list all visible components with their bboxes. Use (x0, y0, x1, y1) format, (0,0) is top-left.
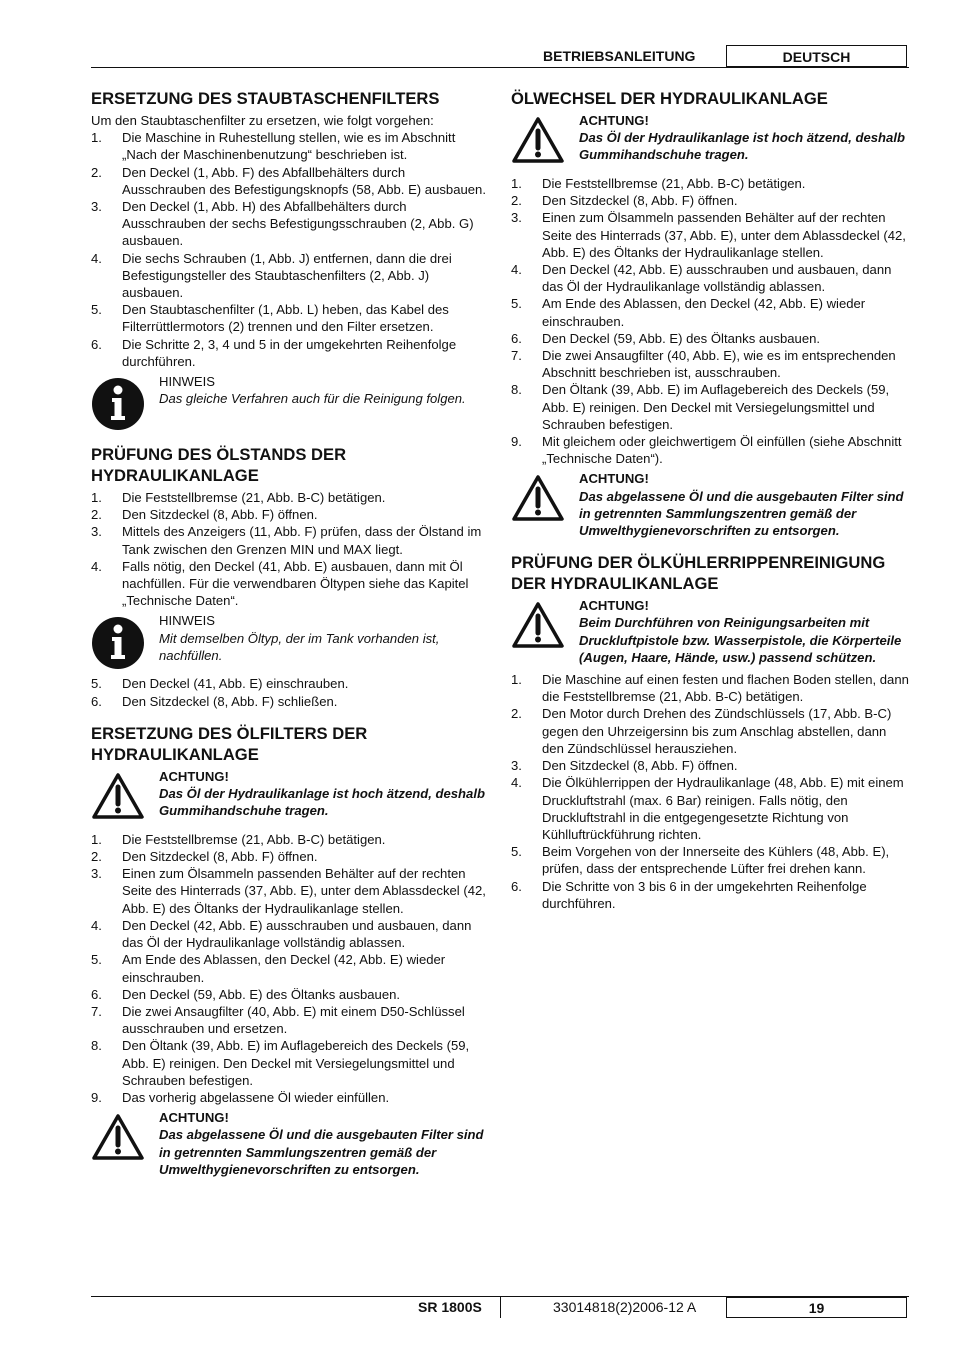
note-title: HINWEIS (159, 374, 216, 390)
warning-box (511, 597, 911, 666)
step-text: Den Deckel (1, Abb. H) des Abfallbehälters durch Ausschrauben der sechs Befestigungsschrauben (2, Abb. G) ausbauen. (122, 199, 474, 249)
section-heading: ERSETZUNG DES STAUBTASCHENFILTERS (91, 89, 440, 108)
list-item (511, 192, 911, 209)
list-item (91, 986, 489, 1003)
step-text: Den Sitzdeckel (8, Abb. F) öffnen. (122, 849, 318, 865)
step-text: Den Sitzdeckel (8, Abb. F) öffnen. (542, 758, 738, 774)
warning-triangle-icon (91, 772, 145, 824)
list-item (511, 347, 911, 381)
step-list (511, 671, 911, 912)
list-item (91, 523, 489, 557)
step-number: 6. (511, 330, 522, 346)
step-text: Die zwei Ansaugfilter (40, Abb. E) mit einem D50-Schlüssel ausschrauben und ersetzen. (122, 1003, 465, 1037)
list-item (91, 301, 489, 335)
footer-separator (500, 1297, 501, 1318)
note-box (91, 612, 489, 670)
warning-title: ACHTUNG! (159, 768, 229, 784)
step-text: Die zwei Ansaugfilter (40, Abb. E), wie es im entsprechenden Abschnitt beschrieben ist, ausschrauben. (542, 348, 896, 381)
note-text: Mit demselben Öltyp, der im Tank vorhanden ist, nachfüllen. (159, 630, 440, 663)
step-text: Den Sitzdeckel (8, Abb. F) öffnen. (122, 507, 318, 523)
step-number: 3. (91, 524, 102, 540)
step-text: Den Deckel (1, Abb. F) des Abfallbehälters durch Ausschrauben des Befestigungsknopfs (58, Abb. E) ausbauen. (122, 164, 486, 197)
step-text: Den Deckel (59, Abb. E) des Öltanks ausbauen. (542, 330, 821, 346)
step-text: Den Staubtaschenfilter (1, Abb. L) heben, das Kabel des Filterrüttlermotors (2) trennen und den Filter ersetzen. (122, 302, 449, 335)
step-number: 9. (91, 1089, 102, 1105)
list-item (511, 261, 911, 295)
step-text: Die Schritte 2, 3, 4 und 5 in der umgekehrten Reihenfolge durchführen. (122, 336, 457, 369)
list-item (91, 506, 489, 523)
step-number: 1. (511, 176, 522, 191)
step-list (91, 831, 489, 1106)
warning-text: Beim Durchführen von Reinigungsarbeiten mit Druckluftpistole bzw. Wasserpistole, die Körperteile (Augen, Haare, Hände, usw.) passend schützen. (579, 615, 902, 665)
step-text: Mittels des Anzeigers (11, Abb. F) prüfen, dass der Ölstand im Tank zwischen den Grenzen MIN und MAX liegt. (122, 524, 482, 557)
list-item (91, 489, 489, 506)
info-circle-icon (91, 616, 145, 674)
list-item (511, 705, 911, 757)
step-text: Am Ende des Ablassen, den Deckel (42, Abb. E) wieder einschrauben. (542, 296, 866, 329)
section-heading: ÖLWECHSEL DER HYDRAULIKANLAGE (511, 89, 828, 108)
step-text: Den Öltank (39, Abb. E) im Auflagebereich des Deckels (59, Abb. E) reinigen. Den Deckel mit Versiegelungsmittel und Schrauben befestigen. (542, 382, 890, 432)
step-text: Einen zum Ölsammeln passenden Behälter auf der rechten Seite des Hinterrads (37, Abb. E), unter dem Ablassdeckel (42, Abb. E) des Öltanks der Hydraulikanlage stellen. (542, 210, 906, 260)
list-item (91, 1089, 489, 1106)
list-item (511, 175, 911, 192)
right-column (511, 88, 911, 925)
step-text: Falls nötig, den Deckel (41, Abb. E) ausbauen, dann mit Öl nachfüllen. Für die verwendbaren Öltypen siehe das Kapitel „Technische Daten“. (122, 558, 469, 609)
list-item (91, 917, 489, 951)
step-number: 5. (91, 952, 102, 968)
document-code: 33014818(2)2006-12 A (553, 1299, 697, 1315)
list-item (91, 1037, 489, 1089)
warning-title: ACHTUNG! (579, 113, 649, 128)
warning-triangle-icon (511, 601, 565, 653)
warning-title: ACHTUNG! (579, 598, 649, 614)
list-item (511, 757, 911, 774)
list-item (511, 671, 911, 705)
list-item (91, 129, 489, 163)
list-item (91, 951, 489, 985)
list-item (91, 198, 489, 250)
step-text: Die Maschine auf einen festen und flachen Boden stellen, dann die Feststellbremse (21, Abb. B-C) betätigen. (542, 672, 909, 705)
list-item (511, 774, 911, 843)
step-text: Die Ölkühlerrippen der Hydraulikanlage (48, Abb. E) mit einem Druckluftstrahl (max. 6 Bar) reinigen. Falls nötig, den Druckluftstrahl in die entgegengesetzte Richtung von Kühlluftrückführung richten. (542, 775, 904, 842)
warning-triangle-icon (91, 1113, 145, 1165)
step-number: 2. (91, 849, 102, 865)
step-text: Den Deckel (41, Abb. E) einschrauben. (122, 676, 349, 692)
left-column (91, 88, 489, 1191)
step-number: 4. (91, 917, 102, 933)
step-number: 8. (91, 1038, 102, 1054)
list-item (91, 164, 489, 198)
model-name: SR 1800S (418, 1299, 482, 1315)
step-text: Die sechs Schrauben (1, Abb. J) entfernen, dann die drei Befestigungsteller des Staubtaschenfilters (2, Abb. J) ausbauen. (122, 250, 452, 301)
list-item (511, 381, 911, 433)
list-item (91, 865, 489, 917)
list-item (91, 336, 489, 370)
step-number: 5. (91, 676, 102, 692)
list-item (91, 1003, 489, 1037)
header-divider (91, 67, 909, 68)
warning-box (91, 1109, 489, 1178)
info-circle-icon (91, 377, 145, 435)
warning-title: ACHTUNG! (159, 1110, 229, 1126)
step-number: 5. (91, 302, 102, 318)
step-list (511, 175, 911, 467)
step-text: Am Ende des Ablassen, den Deckel (42, Abb. E) wieder einschrauben. (122, 952, 446, 985)
list-item (511, 433, 911, 467)
section-oil-change (511, 88, 911, 539)
list-item (511, 209, 911, 261)
step-text: Die Schritte von 3 bis 6 in der umgekehrten Reihenfolge durchführen. (542, 878, 867, 911)
manual-title: BETRIEBSANLEITUNG (543, 48, 696, 64)
step-text: Den Sitzdeckel (8, Abb. F) öffnen. (542, 193, 738, 209)
section-oil-filter-replacement (91, 723, 489, 1178)
warning-text: Das abgelassene Öl und die ausgebauten Filter sind in getrennten Sammlungszentren gemäß der Umwelthygienevorschriften zu entsorgen. (159, 1127, 484, 1177)
section-heading: PRÜFUNG DES ÖLSTANDS DER HYDRAULIKANLAGE (91, 445, 347, 486)
warning-text: Das abgelassene Öl und die ausgebauten Filter sind in getrennten Sammlungszentren gemäß der Umwelthygienevorschriften zu entsorgen. (579, 488, 904, 539)
step-number: 2. (511, 193, 522, 209)
step-text: Die Feststellbremse (21, Abb. B-C) betätigen. (542, 176, 806, 191)
step-text: Beim Vorgehen von der Innerseite des Kühlers (48, Abb. E), prüfen, dass der entsprechende Lüfter frei drehen kann. (542, 844, 890, 877)
step-number: 7. (511, 348, 522, 364)
step-number: 3. (91, 866, 102, 882)
section-dust-filter-replacement (91, 88, 489, 431)
warning-text: Das Öl der Hydraulikanlage ist hoch ätzend, deshalb Gummihandschuhe tragen. (579, 130, 905, 163)
section-oil-cooler-cleaning (511, 552, 911, 912)
section-intro: Um den Staubtaschenfilter zu ersetzen, wie folgt vorgehen: (91, 113, 434, 128)
step-list (91, 675, 489, 709)
section-heading: ERSETZUNG DES ÖLFILTERS DER HYDRAULIKANLAGE (91, 723, 368, 764)
step-number: 3. (511, 758, 522, 774)
warning-triangle-icon (511, 116, 565, 168)
language-label: DEUTSCH (726, 45, 907, 67)
warning-triangle-icon (511, 474, 565, 526)
step-number: 2. (91, 507, 102, 523)
step-number: 8. (511, 382, 522, 398)
list-item (511, 295, 911, 329)
page-number: 19 (726, 1297, 907, 1318)
step-list (91, 489, 489, 609)
step-text: Die Maschine in Ruhestellung stellen, wie es im Abschnitt „Nach der Maschinenbenutzung“ beschrieben ist. (122, 130, 456, 163)
step-number: 1. (511, 672, 522, 688)
step-text: Einen zum Ölsammeln passenden Behälter auf der rechten Seite des Hinterrads (37, Abb. E), unter dem Ablassdeckel (42, Abb. E) des Öltanks der Hydraulikanlage stellen. (122, 866, 486, 916)
list-item (91, 558, 489, 610)
step-number: 3. (511, 210, 522, 226)
step-number: 1. (91, 490, 102, 506)
step-number: 6. (91, 336, 102, 352)
step-number: 6. (91, 986, 102, 1002)
note-title: HINWEIS (159, 613, 216, 629)
step-text: Den Öltank (39, Abb. E) im Auflagebereich des Deckels (59, Abb. E) reinigen. Den Deckel mit Versiegelungsmittel und Schrauben befestigen. (122, 1038, 470, 1088)
warning-box (511, 470, 911, 539)
step-number: 4. (91, 250, 102, 266)
warning-text: Das Öl der Hydraulikanlage ist hoch ätzend, deshalb Gummihandschuhe tragen. (159, 786, 485, 819)
step-number: 5. (511, 296, 522, 312)
list-item (91, 250, 489, 302)
step-text: Den Deckel (59, Abb. E) des Öltanks ausbauen. (122, 986, 401, 1002)
list-item (91, 831, 489, 848)
warning-box (511, 112, 911, 170)
step-number: 1. (91, 831, 102, 847)
step-text: Das vorherig abgelassene Öl wieder einfüllen. (122, 1089, 390, 1105)
step-text: Mit gleichem oder gleichwertigem Öl einfüllen (siehe Abschnitt „Technische Daten“). (542, 434, 902, 467)
list-item (511, 878, 911, 912)
step-number: 4. (511, 262, 522, 278)
step-number: 7. (91, 1003, 102, 1019)
section-oil-level-check (91, 444, 489, 710)
step-number: 6. (91, 693, 102, 709)
step-number: 2. (511, 706, 522, 722)
step-text: Den Deckel (42, Abb. E) ausschrauben und ausbauen, dann das Öl der Hydraulikanlage vollständig ablassen. (122, 917, 472, 951)
note-box (91, 373, 489, 431)
list-item (511, 330, 911, 347)
list-item (511, 843, 911, 877)
note-text: Das gleiche Verfahren auch für die Reinigung folgen. (159, 391, 466, 407)
step-text: Den Motor durch Drehen des Zündschlüssels (17, Abb. B-C) gegen den Uhrzeigersinn bis zum Anschlag abstellen, dann den Zündschlüssel herausziehen. (542, 706, 892, 756)
list-item (91, 693, 489, 710)
step-number: 1. (91, 130, 102, 146)
step-number: 4. (511, 775, 522, 791)
step-text: Den Sitzdeckel (8, Abb. F) schließen. (122, 693, 338, 709)
step-number: 9. (511, 434, 522, 450)
step-text: Die Feststellbremse (21, Abb. B-C) betätigen. (122, 831, 386, 847)
list-item (91, 848, 489, 865)
warning-title: ACHTUNG! (579, 471, 649, 487)
list-item (91, 675, 489, 692)
step-text: Den Deckel (42, Abb. E) ausschrauben und ausbauen, dann das Öl der Hydraulikanlage vollständig ablassen. (542, 262, 892, 295)
step-list (91, 129, 489, 370)
step-number: 2. (91, 164, 102, 180)
step-number: 6. (511, 878, 522, 894)
step-text: Die Feststellbremse (21, Abb. B-C) betätigen. (122, 490, 386, 506)
step-number: 5. (511, 844, 522, 860)
warning-box (91, 768, 489, 826)
step-number: 4. (91, 558, 102, 574)
step-number: 3. (91, 199, 102, 215)
section-heading: PRÜFUNG DER ÖLKÜHLERRIPPENREINIGUNG DER HYDRAULIKANLAGE (511, 553, 886, 594)
